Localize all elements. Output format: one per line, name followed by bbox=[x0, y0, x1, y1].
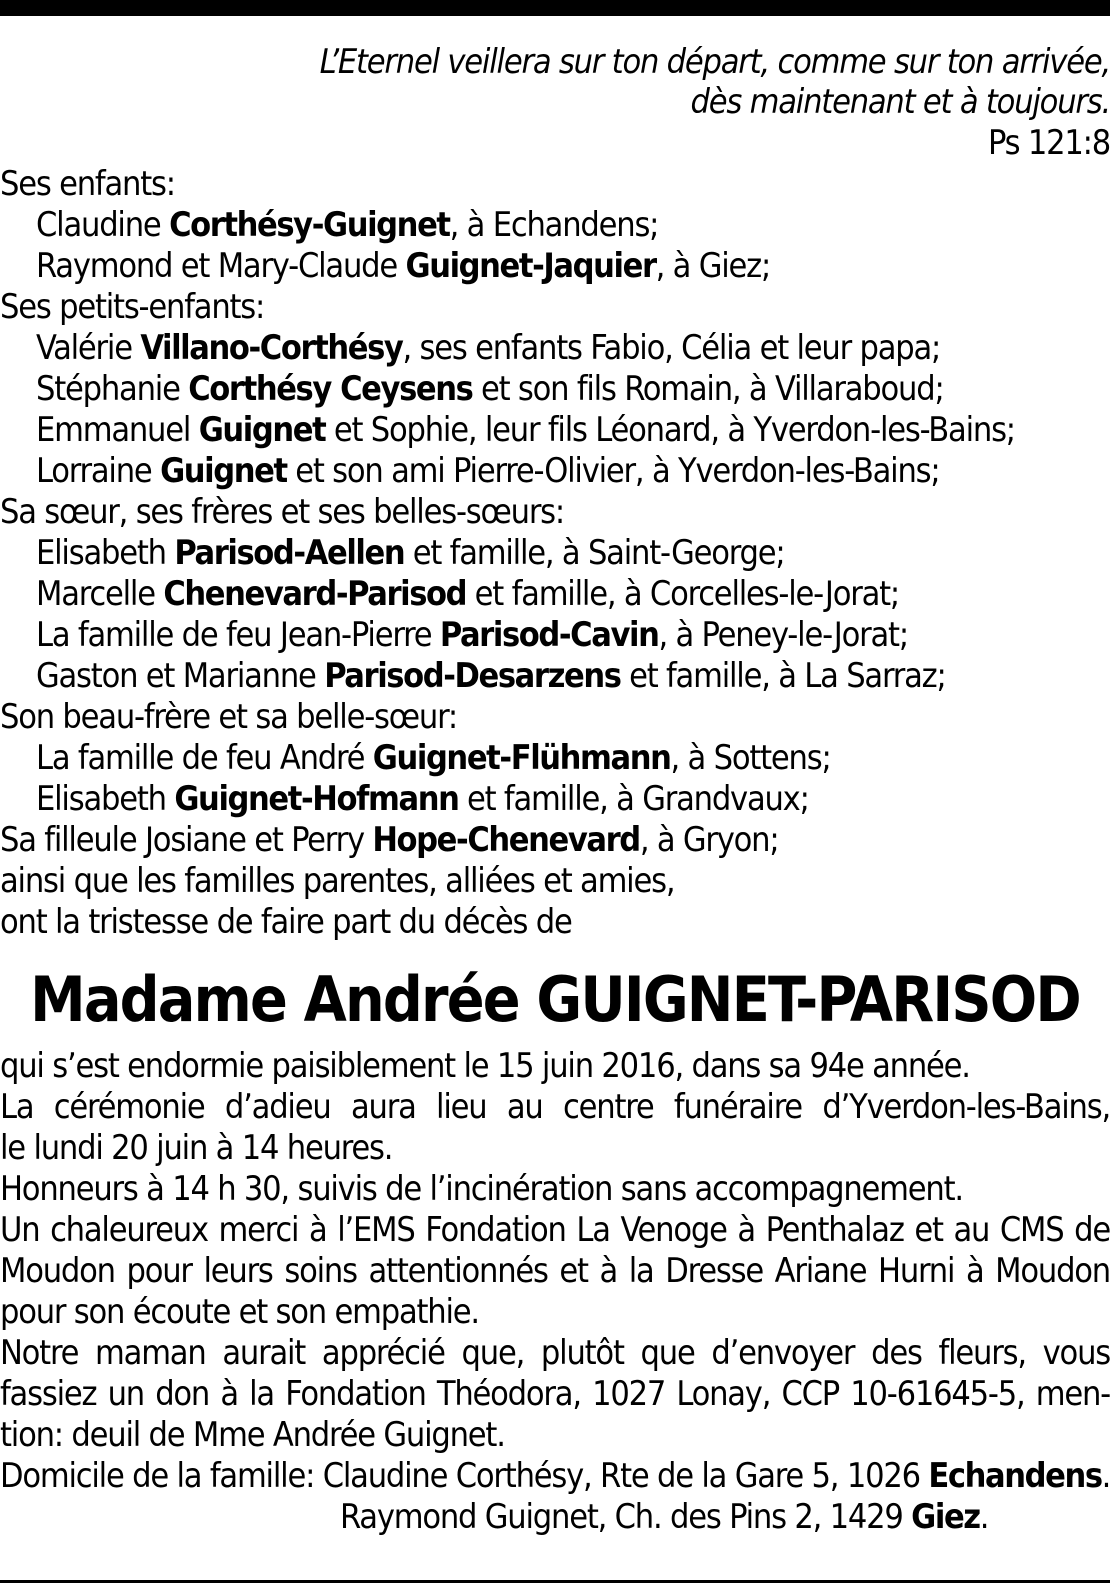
body-line: pour son écoute et son empathie. bbox=[0, 1292, 479, 1332]
body-line: La cérémonie d’adieu aura lieu au centre funéraire d’Yverdon-les-Bains, bbox=[0, 1087, 1110, 1127]
family-entry: Elisabeth Guignet-Hofmann et famille, à Grandvaux; bbox=[36, 779, 809, 819]
body-line: le lundi 20 juin à 14 heures. bbox=[0, 1128, 393, 1168]
body-line: Un chaleureux merci à l’EMS Fondation La Venoge à Penthalaz et au CMS de bbox=[0, 1210, 1110, 1250]
domicile-line-1: Domicile de la famille: Claudine Corthésy, Rte de la Gare 5, 1026 Echandens. bbox=[0, 1456, 1110, 1496]
bottom-rule bbox=[0, 1580, 1110, 1583]
body-line: tion: deuil de Mme Andrée Guignet. bbox=[0, 1415, 505, 1455]
family-entry: La famille de feu André Guignet-Flühmann, à Sottens; bbox=[36, 738, 831, 778]
domicile-line-2: Raymond Guignet, Ch. des Pins 2, 1429 Giez. bbox=[340, 1497, 989, 1537]
body-line: qui s’est endormie paisiblement le 15 juin 2016, dans sa 94e année. bbox=[0, 1046, 970, 1086]
family-entry: Claudine Corthésy-Guignet, à Echandens; bbox=[36, 205, 659, 245]
top-rule bbox=[0, 0, 1110, 16]
closing-line-2: ont la tristesse de faire part du décès de bbox=[0, 902, 572, 942]
goddaughter-entry: Sa filleule Josiane et Perry Hope-Chenevard, à Gryon; bbox=[0, 820, 779, 860]
family-entry: Marcelle Chenevard-Parisod et famille, à Corcelles-le-Jorat; bbox=[36, 574, 900, 614]
quote-reference: Ps 121:8 bbox=[987, 123, 1110, 163]
children-heading: Ses enfants: bbox=[0, 164, 175, 204]
family-entry: Stéphanie Corthésy Ceysens et son fils Romain, à Villaraboud; bbox=[36, 369, 944, 409]
grandchildren-heading: Ses petits-enfants: bbox=[0, 287, 265, 327]
quote-line-2: dès maintenant et à toujours. bbox=[690, 82, 1110, 122]
inlaws-heading: Son beau-frère et sa belle-sœur: bbox=[0, 697, 457, 737]
family-entry: Lorraine Guignet et son ami Pierre-Olivier, à Yverdon-les-Bains; bbox=[36, 451, 940, 491]
body-line: Moudon pour leurs soins attentionnés et à la Dresse Ariane Hurni à Moudon bbox=[0, 1251, 1110, 1291]
closing-line-1: ainsi que les familles parentes, alliées et amies, bbox=[0, 861, 675, 901]
body-line: Honneurs à 14 h 30, suivis de l’incinération sans accompagnement. bbox=[0, 1169, 963, 1209]
body-line: fassiez un don à la Fondation Théodora, 1027 Lonay, CCP 10-61645-5, men- bbox=[0, 1374, 1110, 1414]
family-entry: Emmanuel Guignet et Sophie, leur fils Léonard, à Yverdon-les-Bains; bbox=[36, 410, 1015, 450]
family-entry: Valérie Villano-Corthésy, ses enfants Fabio, Célia et leur papa; bbox=[36, 328, 941, 368]
deceased-name: Madame Andrée GUIGNET-PARISOD bbox=[30, 963, 1080, 1036]
family-entry: Elisabeth Parisod-Aellen et famille, à Saint-George; bbox=[36, 533, 785, 573]
family-entry: Raymond et Mary-Claude Guignet-Jaquier, à Giez; bbox=[36, 246, 771, 286]
family-entry: Gaston et Marianne Parisod-Desarzens et famille, à La Sarraz; bbox=[36, 656, 946, 696]
quote-line-1: L’Eternel veillera sur ton départ, comme sur ton arrivée, bbox=[319, 42, 1110, 82]
family-entry: La famille de feu Jean-Pierre Parisod-Cavin, à Peney-le-Jorat; bbox=[36, 615, 908, 655]
body-line: Notre maman aurait apprécié que, plutôt que d’envoyer des fleurs, vous bbox=[0, 1333, 1110, 1373]
siblings-heading: Sa sœur, ses frères et ses belles-sœurs: bbox=[0, 492, 565, 532]
